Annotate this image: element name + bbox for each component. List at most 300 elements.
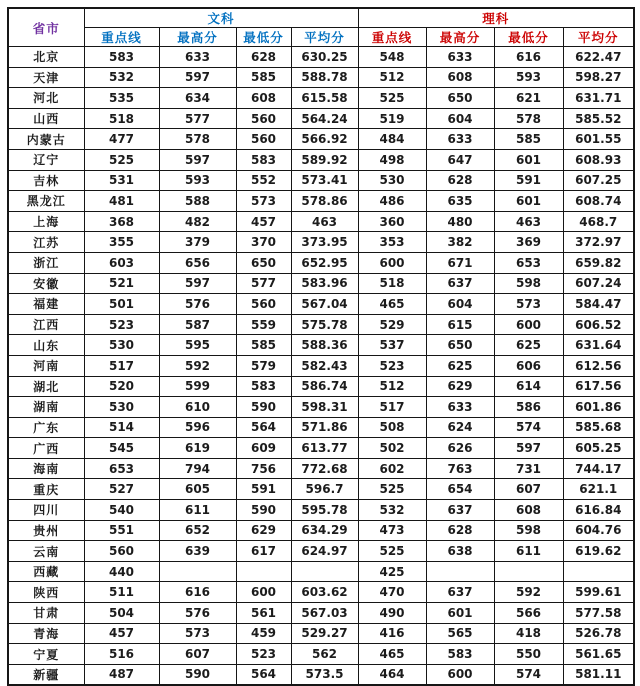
- score-cell: 511: [84, 582, 159, 603]
- score-cell: 566.92: [291, 129, 358, 150]
- score-cell: 583: [236, 149, 291, 170]
- score-cell: 600: [358, 252, 426, 273]
- score-cell: 605: [159, 479, 236, 500]
- score-cell: 425: [358, 561, 426, 582]
- score-cell: 525: [358, 479, 426, 500]
- score-cell: 628: [426, 170, 494, 191]
- score-cell: 368: [84, 211, 159, 232]
- score-cell: 532: [358, 500, 426, 521]
- score-cell: 599.61: [563, 582, 634, 603]
- score-cell: 604: [426, 294, 494, 315]
- score-cell: 591: [236, 479, 291, 500]
- score-cell: 652.95: [291, 252, 358, 273]
- score-cell: 613.77: [291, 438, 358, 459]
- table-row: [8, 623, 634, 644]
- score-cell: 756: [236, 458, 291, 479]
- score-cell: [291, 561, 358, 582]
- score-cell: 763: [426, 458, 494, 479]
- score-cell: 523: [358, 355, 426, 376]
- score-cell: 560: [236, 108, 291, 129]
- score-cell: 622.47: [563, 47, 634, 68]
- score-cell: 518: [358, 273, 426, 294]
- score-cell: 598.27: [563, 67, 634, 88]
- score-cell: 502: [358, 438, 426, 459]
- score-cell: 607: [494, 479, 563, 500]
- score-cell: 604.76: [563, 520, 634, 541]
- score-cell: 486: [358, 191, 426, 212]
- score-cell: 464: [358, 664, 426, 685]
- province-cell: 贵州: [8, 520, 84, 541]
- score-cell: 653: [84, 458, 159, 479]
- score-cell: 480: [426, 211, 494, 232]
- score-cell: 567.03: [291, 603, 358, 624]
- score-cell: 614: [494, 376, 563, 397]
- score-cell: 634.29: [291, 520, 358, 541]
- score-cell: 370: [236, 232, 291, 253]
- score-cell: 560: [236, 294, 291, 315]
- score-cell: 637: [426, 500, 494, 521]
- score-cell: 601.86: [563, 397, 634, 418]
- score-cell: 616.84: [563, 500, 634, 521]
- score-cell: 598.31: [291, 397, 358, 418]
- score-cell: 583.96: [291, 273, 358, 294]
- province-cell: 山西: [8, 108, 84, 129]
- score-cell: 628: [236, 47, 291, 68]
- score-cell: 597: [159, 149, 236, 170]
- score-cell: 504: [84, 603, 159, 624]
- table-row: [8, 47, 634, 68]
- score-cell: 608.93: [563, 149, 634, 170]
- score-cell: 560: [84, 541, 159, 562]
- score-cell: 600: [426, 664, 494, 685]
- score-cell: 592: [159, 355, 236, 376]
- score-cell: 416: [358, 623, 426, 644]
- table-row: [8, 67, 634, 88]
- province-cell: 内蒙古: [8, 129, 84, 150]
- table-row: [8, 520, 634, 541]
- score-cell: [236, 561, 291, 582]
- table-row: [8, 191, 634, 212]
- score-cell: 565: [426, 623, 494, 644]
- table-row: [8, 294, 634, 315]
- score-cell: 440: [84, 561, 159, 582]
- score-cell: 527: [84, 479, 159, 500]
- score-cell: 650: [426, 88, 494, 109]
- score-cell: 652: [159, 520, 236, 541]
- province-cell: 浙江: [8, 252, 84, 273]
- score-cell: 561.65: [563, 644, 634, 665]
- province-cell: 黑龙江: [8, 191, 84, 212]
- score-cell: 369: [494, 232, 563, 253]
- province-cell: 河北: [8, 88, 84, 109]
- score-cell: 596.7: [291, 479, 358, 500]
- score-cell: 602: [358, 458, 426, 479]
- score-cell: 608.74: [563, 191, 634, 212]
- score-cell: 468.7: [563, 211, 634, 232]
- score-cell: 590: [159, 664, 236, 685]
- table-row: [8, 314, 634, 335]
- score-cell: 490: [358, 603, 426, 624]
- table-row: [8, 211, 634, 232]
- score-cell: 523: [236, 644, 291, 665]
- score-cell: 637: [426, 273, 494, 294]
- score-cell: 604: [426, 108, 494, 129]
- score-cell: 794: [159, 458, 236, 479]
- score-cell: 629: [426, 376, 494, 397]
- score-cell: 625: [426, 355, 494, 376]
- score-cell: 487: [84, 664, 159, 685]
- score-cell: 382: [426, 232, 494, 253]
- score-cell: 607: [159, 644, 236, 665]
- score-cell: 577.58: [563, 603, 634, 624]
- score-cell: 465: [358, 294, 426, 315]
- score-cell: 574: [494, 664, 563, 685]
- score-cell: 633: [426, 397, 494, 418]
- score-cell: 595: [159, 335, 236, 356]
- score-cell: 599: [159, 376, 236, 397]
- score-cell: 573.5: [291, 664, 358, 685]
- score-cell: 573: [494, 294, 563, 315]
- score-cell: 564: [236, 417, 291, 438]
- score-cell: 477: [84, 129, 159, 150]
- score-cell: 482: [159, 211, 236, 232]
- score-cell: 578.86: [291, 191, 358, 212]
- score-cell: 585: [494, 129, 563, 150]
- score-cell: 603.62: [291, 582, 358, 603]
- score-cell: 463: [494, 211, 563, 232]
- score-cell: 593: [494, 67, 563, 88]
- score-cell: 608: [236, 88, 291, 109]
- score-cell: 559: [236, 314, 291, 335]
- score-cell: 588.36: [291, 335, 358, 356]
- column-header-province: 省市: [8, 8, 84, 47]
- score-cell: 656: [159, 252, 236, 273]
- score-cell: 465: [358, 644, 426, 665]
- score-cell: 530: [84, 397, 159, 418]
- score-cell: 653: [494, 252, 563, 273]
- score-cell: 576: [159, 603, 236, 624]
- column-header-li-average: 平均分: [563, 28, 634, 47]
- score-cell: 603: [84, 252, 159, 273]
- score-cell: 628: [426, 520, 494, 541]
- score-cell: 573.41: [291, 170, 358, 191]
- province-cell: 北京: [8, 47, 84, 68]
- score-cell: 592: [494, 582, 563, 603]
- score-cell: 353: [358, 232, 426, 253]
- score-cell: 671: [426, 252, 494, 273]
- table-row: [8, 335, 634, 356]
- score-cell: 512: [358, 376, 426, 397]
- table-row: [8, 500, 634, 521]
- score-cell: 561: [236, 603, 291, 624]
- score-cell: 607.25: [563, 170, 634, 191]
- score-cell: 606: [494, 355, 563, 376]
- score-cell: 573: [159, 623, 236, 644]
- score-cell: 379: [159, 232, 236, 253]
- score-cell: 360: [358, 211, 426, 232]
- score-cell: 590: [236, 397, 291, 418]
- score-cell: 588: [159, 191, 236, 212]
- province-cell: 甘肃: [8, 603, 84, 624]
- score-cell: 591: [494, 170, 563, 191]
- province-cell: 江苏: [8, 232, 84, 253]
- score-cell: 598: [494, 273, 563, 294]
- score-cell: 584.47: [563, 294, 634, 315]
- score-cell: 601: [494, 149, 563, 170]
- score-cell: 596: [159, 417, 236, 438]
- province-cell: 陕西: [8, 582, 84, 603]
- score-cell: 612.56: [563, 355, 634, 376]
- score-cell: 481: [84, 191, 159, 212]
- score-cell: 545: [84, 438, 159, 459]
- score-cell: 583: [426, 644, 494, 665]
- table-row: [8, 438, 634, 459]
- province-cell: 上海: [8, 211, 84, 232]
- score-cell: 629: [236, 520, 291, 541]
- score-cell: 585.68: [563, 417, 634, 438]
- score-cell: 457: [84, 623, 159, 644]
- province-cell: 安徽: [8, 273, 84, 294]
- score-cell: 601.55: [563, 129, 634, 150]
- score-cell: 577: [236, 273, 291, 294]
- score-cell: 637: [426, 582, 494, 603]
- score-cell: 585: [236, 335, 291, 356]
- score-cell: 593: [159, 170, 236, 191]
- province-cell: 云南: [8, 541, 84, 562]
- score-cell: 633: [426, 47, 494, 68]
- province-cell: 海南: [8, 458, 84, 479]
- table-row: [8, 644, 634, 665]
- score-cell: 589.92: [291, 149, 358, 170]
- score-cell: 564: [236, 664, 291, 685]
- score-cell: 529.27: [291, 623, 358, 644]
- province-cell: 广东: [8, 417, 84, 438]
- score-cell: 585.52: [563, 108, 634, 129]
- score-cell: 484: [358, 129, 426, 150]
- score-cell: 355: [84, 232, 159, 253]
- score-cell: 573: [236, 191, 291, 212]
- score-cell: [159, 561, 236, 582]
- score-cell: 548: [358, 47, 426, 68]
- score-cell: 650: [236, 252, 291, 273]
- score-cell: 601: [494, 191, 563, 212]
- column-header-li-highest: 最高分: [426, 28, 494, 47]
- table-row: [8, 479, 634, 500]
- score-cell: 514: [84, 417, 159, 438]
- score-cell: 516: [84, 644, 159, 665]
- table-row: [8, 582, 634, 603]
- score-cell: 564.24: [291, 108, 358, 129]
- score-cell: 608: [426, 67, 494, 88]
- score-cell: 518: [84, 108, 159, 129]
- score-cell: 624.97: [291, 541, 358, 562]
- score-cell: 526.78: [563, 623, 634, 644]
- score-cell: 575.78: [291, 314, 358, 335]
- score-cell: 617: [236, 541, 291, 562]
- score-cell: 600: [494, 314, 563, 335]
- province-cell: 宁夏: [8, 644, 84, 665]
- score-cell: 608: [494, 500, 563, 521]
- province-cell: 辽宁: [8, 149, 84, 170]
- score-cell: 621: [494, 88, 563, 109]
- score-cell: 633: [426, 129, 494, 150]
- score-cell: 631.71: [563, 88, 634, 109]
- score-cell: 373.95: [291, 232, 358, 253]
- score-cell: 530: [84, 335, 159, 356]
- score-cell: 610: [159, 397, 236, 418]
- score-cell: 583: [236, 376, 291, 397]
- subcolumn-header-row: [8, 28, 634, 47]
- score-cell: 616: [494, 47, 563, 68]
- score-cell: 523: [84, 314, 159, 335]
- province-cell: 湖南: [8, 397, 84, 418]
- table-row: [8, 458, 634, 479]
- score-cell: 633: [159, 47, 236, 68]
- score-cell: 566: [494, 603, 563, 624]
- score-cell: 617.56: [563, 376, 634, 397]
- score-cell: 525: [84, 149, 159, 170]
- score-cell: 638: [426, 541, 494, 562]
- score-cell: 470: [358, 582, 426, 603]
- score-cell: 585: [236, 67, 291, 88]
- score-cell: 508: [358, 417, 426, 438]
- score-cell: 578: [159, 129, 236, 150]
- table-row: [8, 541, 634, 562]
- score-cell: 525: [358, 88, 426, 109]
- score-cell: 418: [494, 623, 563, 644]
- score-cell: 537: [358, 335, 426, 356]
- score-cell: 634: [159, 88, 236, 109]
- province-cell: 河南: [8, 355, 84, 376]
- score-cell: 457: [236, 211, 291, 232]
- province-cell: 四川: [8, 500, 84, 521]
- column-header-wen-lowest: 最低分: [236, 28, 291, 47]
- score-cell: 574: [494, 417, 563, 438]
- table-row: [8, 129, 634, 150]
- province-cell: 广西: [8, 438, 84, 459]
- score-cell: 372.97: [563, 232, 634, 253]
- province-cell: 青海: [8, 623, 84, 644]
- score-cell: 650: [426, 335, 494, 356]
- score-cell: 562: [291, 644, 358, 665]
- score-cell: 611: [494, 541, 563, 562]
- score-cell: 571.86: [291, 417, 358, 438]
- score-cell: 473: [358, 520, 426, 541]
- score-cell: 605.25: [563, 438, 634, 459]
- score-cell: 597: [494, 438, 563, 459]
- score-cell: 624: [426, 417, 494, 438]
- province-cell: 重庆: [8, 479, 84, 500]
- province-cell: 湖北: [8, 376, 84, 397]
- score-cell: 586: [494, 397, 563, 418]
- section-header-row: [8, 8, 634, 28]
- score-cell: 512: [358, 67, 426, 88]
- score-cell: 551: [84, 520, 159, 541]
- score-cell: 550: [494, 644, 563, 665]
- score-cell: 530: [358, 170, 426, 191]
- table-row: [8, 149, 634, 170]
- score-cell: 615.58: [291, 88, 358, 109]
- score-cell: 607.24: [563, 273, 634, 294]
- province-cell: 山东: [8, 335, 84, 356]
- table-row: [8, 664, 634, 685]
- province-cell: 天津: [8, 67, 84, 88]
- score-cell: 529: [358, 314, 426, 335]
- score-cell: 517: [84, 355, 159, 376]
- score-cell: 772.68: [291, 458, 358, 479]
- score-cell: 606.52: [563, 314, 634, 335]
- score-cell: 535: [84, 88, 159, 109]
- score-cell: 579: [236, 355, 291, 376]
- score-cell: 581.11: [563, 664, 634, 685]
- score-cell: 531: [84, 170, 159, 191]
- table-row: [8, 355, 634, 376]
- score-cell: 567.04: [291, 294, 358, 315]
- score-cell: 588.78: [291, 67, 358, 88]
- score-cell: 501: [84, 294, 159, 315]
- score-cell: 639: [159, 541, 236, 562]
- score-cell: [563, 561, 634, 582]
- table-row: [8, 252, 634, 273]
- province-cell: 江西: [8, 314, 84, 335]
- score-cell: 615: [426, 314, 494, 335]
- score-cell: 625: [494, 335, 563, 356]
- table-row: [8, 232, 634, 253]
- score-cell: 595.78: [291, 500, 358, 521]
- score-cell: 635: [426, 191, 494, 212]
- score-cell: 619: [159, 438, 236, 459]
- table-row: [8, 603, 634, 624]
- score-cell: 519: [358, 108, 426, 129]
- province-cell: 新疆: [8, 664, 84, 685]
- score-cell: 600: [236, 582, 291, 603]
- score-cell: 647: [426, 149, 494, 170]
- score-cell: 587: [159, 314, 236, 335]
- score-cell: 525: [358, 541, 426, 562]
- province-cell: 西藏: [8, 561, 84, 582]
- table-body: [8, 47, 634, 685]
- score-cell: 582.43: [291, 355, 358, 376]
- score-cell: 609: [236, 438, 291, 459]
- score-cell: 521: [84, 273, 159, 294]
- column-header-wen-cutoff: 重点线: [84, 28, 159, 47]
- score-cell: 586.74: [291, 376, 358, 397]
- admission-scores-table: [7, 7, 635, 686]
- score-cell: 498: [358, 149, 426, 170]
- table-row: [8, 376, 634, 397]
- score-cell: 560: [236, 129, 291, 150]
- table-row: [8, 170, 634, 191]
- score-cell: 520: [84, 376, 159, 397]
- score-cell: 611: [159, 500, 236, 521]
- score-cell: 626: [426, 438, 494, 459]
- table-row: [8, 397, 634, 418]
- column-header-wen-highest: 最高分: [159, 28, 236, 47]
- table-row: [8, 88, 634, 109]
- table-header: [8, 8, 634, 47]
- score-cell: 654: [426, 479, 494, 500]
- province-cell: 福建: [8, 294, 84, 315]
- province-cell: 吉林: [8, 170, 84, 191]
- score-cell: 619.62: [563, 541, 634, 562]
- score-cell: 616: [159, 582, 236, 603]
- score-cell: 578: [494, 108, 563, 129]
- score-cell: 583: [84, 47, 159, 68]
- score-cell: 744.17: [563, 458, 634, 479]
- column-header-li-cutoff: 重点线: [358, 28, 426, 47]
- score-cell: 601: [426, 603, 494, 624]
- score-cell: [494, 561, 563, 582]
